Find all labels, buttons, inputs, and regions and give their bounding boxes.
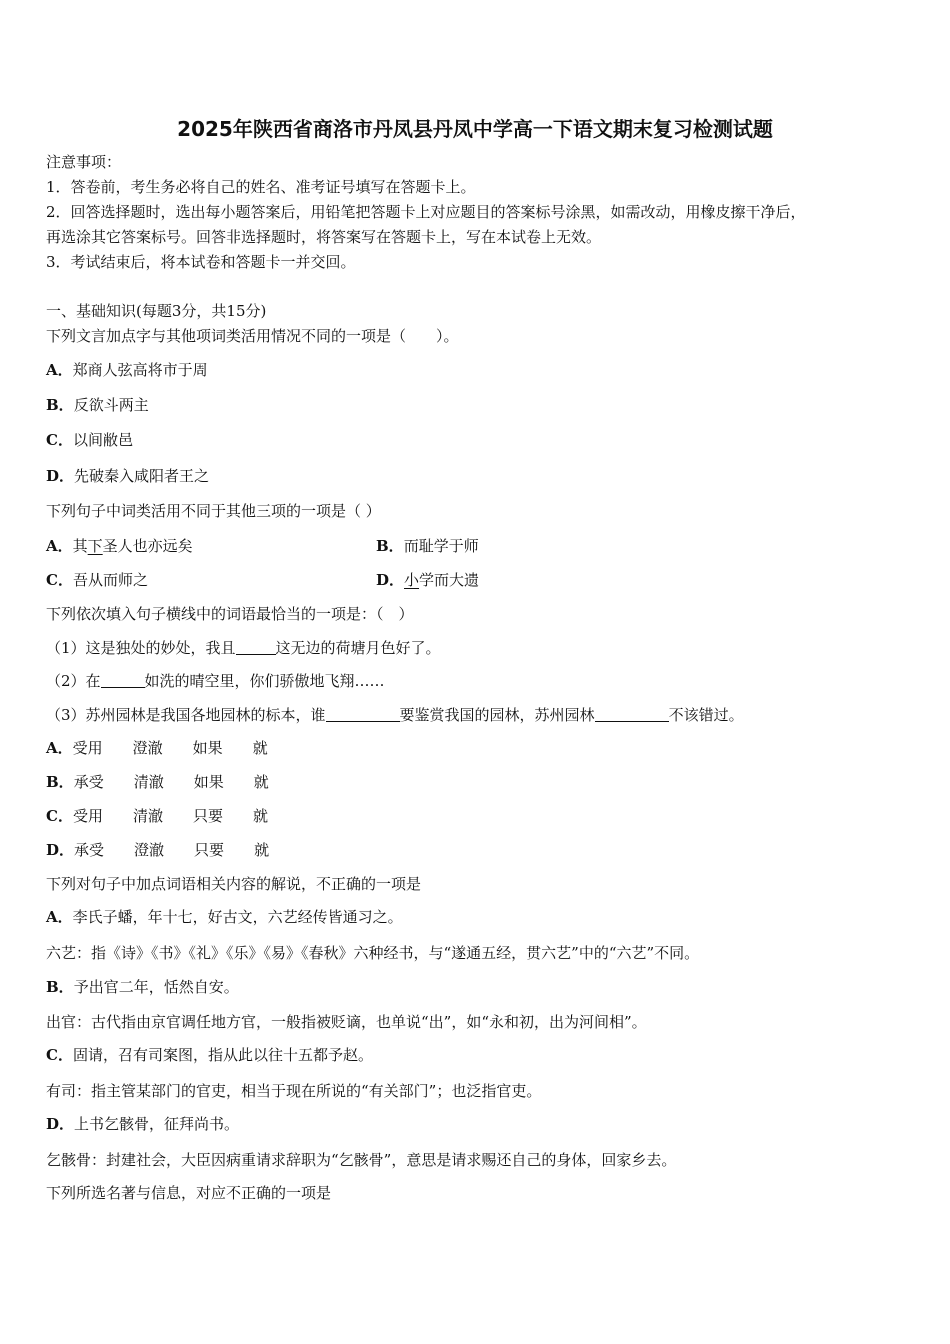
- option-letter: D．: [46, 841, 75, 859]
- option-letter: B．: [46, 773, 74, 791]
- q2-option-d: [376, 570, 479, 590]
- option-text-post: 圣人也亦远矣: [102, 537, 193, 555]
- fill-blank: [101, 687, 145, 688]
- q3-sentence-1: [46, 638, 441, 658]
- option-text-mark: 师: [117, 571, 133, 589]
- sentence-text: 不该错过。: [668, 706, 744, 724]
- option-word: 受用: [72, 739, 103, 757]
- q1-option-d: [46, 466, 209, 486]
- q3-sentence-2: [46, 671, 385, 691]
- sentence-text: 这无边的荷塘月色好了。: [275, 639, 441, 657]
- option-letter: D．: [46, 467, 75, 485]
- q4-option-d: [46, 1114, 239, 1134]
- option-word: 就: [254, 841, 270, 859]
- option-text: 上书乞骸骨，征拜尚书。: [74, 1115, 240, 1133]
- fill-blank: [236, 654, 276, 655]
- q3-option-b: [46, 772, 269, 792]
- fill-blank: [326, 721, 400, 722]
- dotted-word: 小: [404, 571, 420, 589]
- sentence-text: （3）苏州园林是我国各地园林的标本，谁: [46, 706, 326, 724]
- option-word: 承受: [74, 841, 105, 859]
- option-word: 只要: [192, 807, 223, 825]
- q3-stem: 下列依次填入句子横线中的词语最恰当的一项是：（ ）: [46, 605, 414, 623]
- page-title: 2025年陕西省商洛市丹凤县丹凤中学高一下语文期末复习检测试题: [177, 117, 773, 141]
- option-word: 澄澈: [134, 841, 165, 859]
- sentence-text: 要鉴赏我国的园林，苏州园林: [399, 706, 595, 724]
- q3-option-c: [46, 806, 268, 826]
- option-text: 反欲斗两主: [73, 396, 149, 414]
- option-text-pre: 吾从而: [72, 571, 118, 589]
- option-word: 清澈: [132, 807, 163, 825]
- option-text-pre: 而: [403, 537, 419, 555]
- q4-note-d: 乞骸骨：封建社会，大臣因病重请求辞职为“乞骸骨”，意思是请求赐还自己的身体，回家乡去。: [46, 1151, 677, 1169]
- q4-option-b: [46, 977, 239, 997]
- option-letter: B．: [376, 537, 404, 555]
- option-text-post: 学于师: [433, 537, 479, 555]
- option-word: 就: [252, 739, 268, 757]
- option-letter: B．: [46, 978, 74, 996]
- q2-option-c: [46, 571, 148, 589]
- sentence-text: （1）这是独处的妙处，我且: [46, 639, 236, 657]
- option-text: 先破秦入咸阳者王之: [74, 467, 210, 485]
- option-letter: D．: [46, 1115, 75, 1133]
- option-text: 郑商人弦高将市于周: [72, 361, 208, 379]
- q4-note-a: 六艺：指《诗》《书》《礼》《乐》《易》《春秋》六种经书，与“遂通五经，贯六艺”中的“六艺”不同。: [46, 944, 700, 962]
- q4-note-c: 有司：指主管某部门的官吏，相当于现在所说的“有关部门”；也泛指官吏。: [46, 1082, 542, 1100]
- option-word: 就: [253, 773, 269, 791]
- option-word: 如果: [192, 739, 223, 757]
- q4-note-b: 出官：古代指由京官调任地方官，一般指被贬谪，也单说“出”，如“永和初，出为河间相”。: [46, 1013, 647, 1031]
- option-text-mark: 耻: [418, 537, 434, 555]
- q2-row-ab: [46, 536, 746, 556]
- option-word: 承受: [73, 773, 104, 791]
- q1-option-b: [46, 395, 149, 415]
- option-text: 固请，召有司案图，指从此以往十五都予赵。: [72, 1046, 373, 1064]
- option-word: 只要: [194, 841, 225, 859]
- notice-item-1: 1．答卷前，考生务必将自己的姓名、准考证号填写在答题卡上。: [46, 178, 476, 196]
- section-heading: 一、基础知识(每题3分，共15分): [46, 302, 267, 320]
- q2-row-cd: [46, 570, 746, 590]
- option-text-pre: 其: [72, 537, 88, 555]
- q1-option-a: [46, 360, 208, 380]
- sentence-text: （2）在: [46, 672, 101, 690]
- option-letter: A．: [46, 361, 73, 379]
- option-letter: B．: [46, 396, 74, 414]
- option-letter: C．: [46, 431, 73, 449]
- q4-option-a: [46, 907, 403, 927]
- option-letter: A．: [46, 537, 73, 555]
- option-word: 澄澈: [132, 739, 163, 757]
- option-letter: C．: [46, 807, 73, 825]
- fill-blank: [595, 721, 669, 722]
- option-word: 清澈: [133, 773, 164, 791]
- option-letter: C．: [46, 1046, 73, 1064]
- notice-item-2: 2．回答选择题时，选出每小题答案后，用铅笔把答题卡上对应题目的答案标号涂黑，如需改动，用橡皮擦干净后，: [46, 203, 806, 221]
- q3-option-a: [46, 738, 268, 758]
- sentence-text: 如洗的晴空里，你们骄傲地飞翔……: [144, 672, 385, 690]
- option-letter: C．: [46, 571, 73, 589]
- option-text-post: 学而大遗: [419, 571, 480, 589]
- option-letter: A．: [46, 739, 73, 757]
- option-letter: D．: [376, 571, 405, 589]
- option-word: 如果: [193, 773, 224, 791]
- q3-option-d: [46, 840, 269, 860]
- option-letter: A．: [46, 908, 73, 926]
- dotted-word: 下: [87, 537, 103, 555]
- q1-option-c: [46, 430, 133, 450]
- q2-option-a: [46, 537, 193, 555]
- q3-sentence-3: [46, 705, 744, 725]
- notice-item-3: 3．考试结束后，将本试卷和答题卡一并交回。: [46, 253, 356, 271]
- option-word: 受用: [72, 807, 103, 825]
- notice-item-2-cont: 再选涂其它答案标号。回答非选择题时，将答案写在答题卡上，写在本试卷上无效。: [46, 228, 602, 246]
- q1-stem: 下列文言加点字与其他项词类活用情况不同的一项是（ ）。: [46, 327, 459, 345]
- q2-stem: 下列句子中词类活用不同于其他三项的一项是（ ）: [46, 502, 381, 520]
- option-text: 以间敝邑: [72, 431, 133, 449]
- option-text-post: 之: [132, 571, 148, 589]
- q4-option-c: [46, 1045, 373, 1065]
- q2-option-b: [376, 536, 479, 556]
- option-word: 就: [253, 807, 269, 825]
- option-text: 李氏子蟠，年十七，好古文，六艺经传皆通习之。: [72, 908, 403, 926]
- option-text: 予出官二年，恬然自安。: [73, 978, 239, 996]
- q5-stem: 下列所选名著与信息，对应不正确的一项是: [46, 1184, 332, 1202]
- notice-heading: 注意事项：: [46, 153, 122, 171]
- q4-stem: 下列对句子中加点词语相关内容的解说，不正确的一项是: [46, 875, 422, 893]
